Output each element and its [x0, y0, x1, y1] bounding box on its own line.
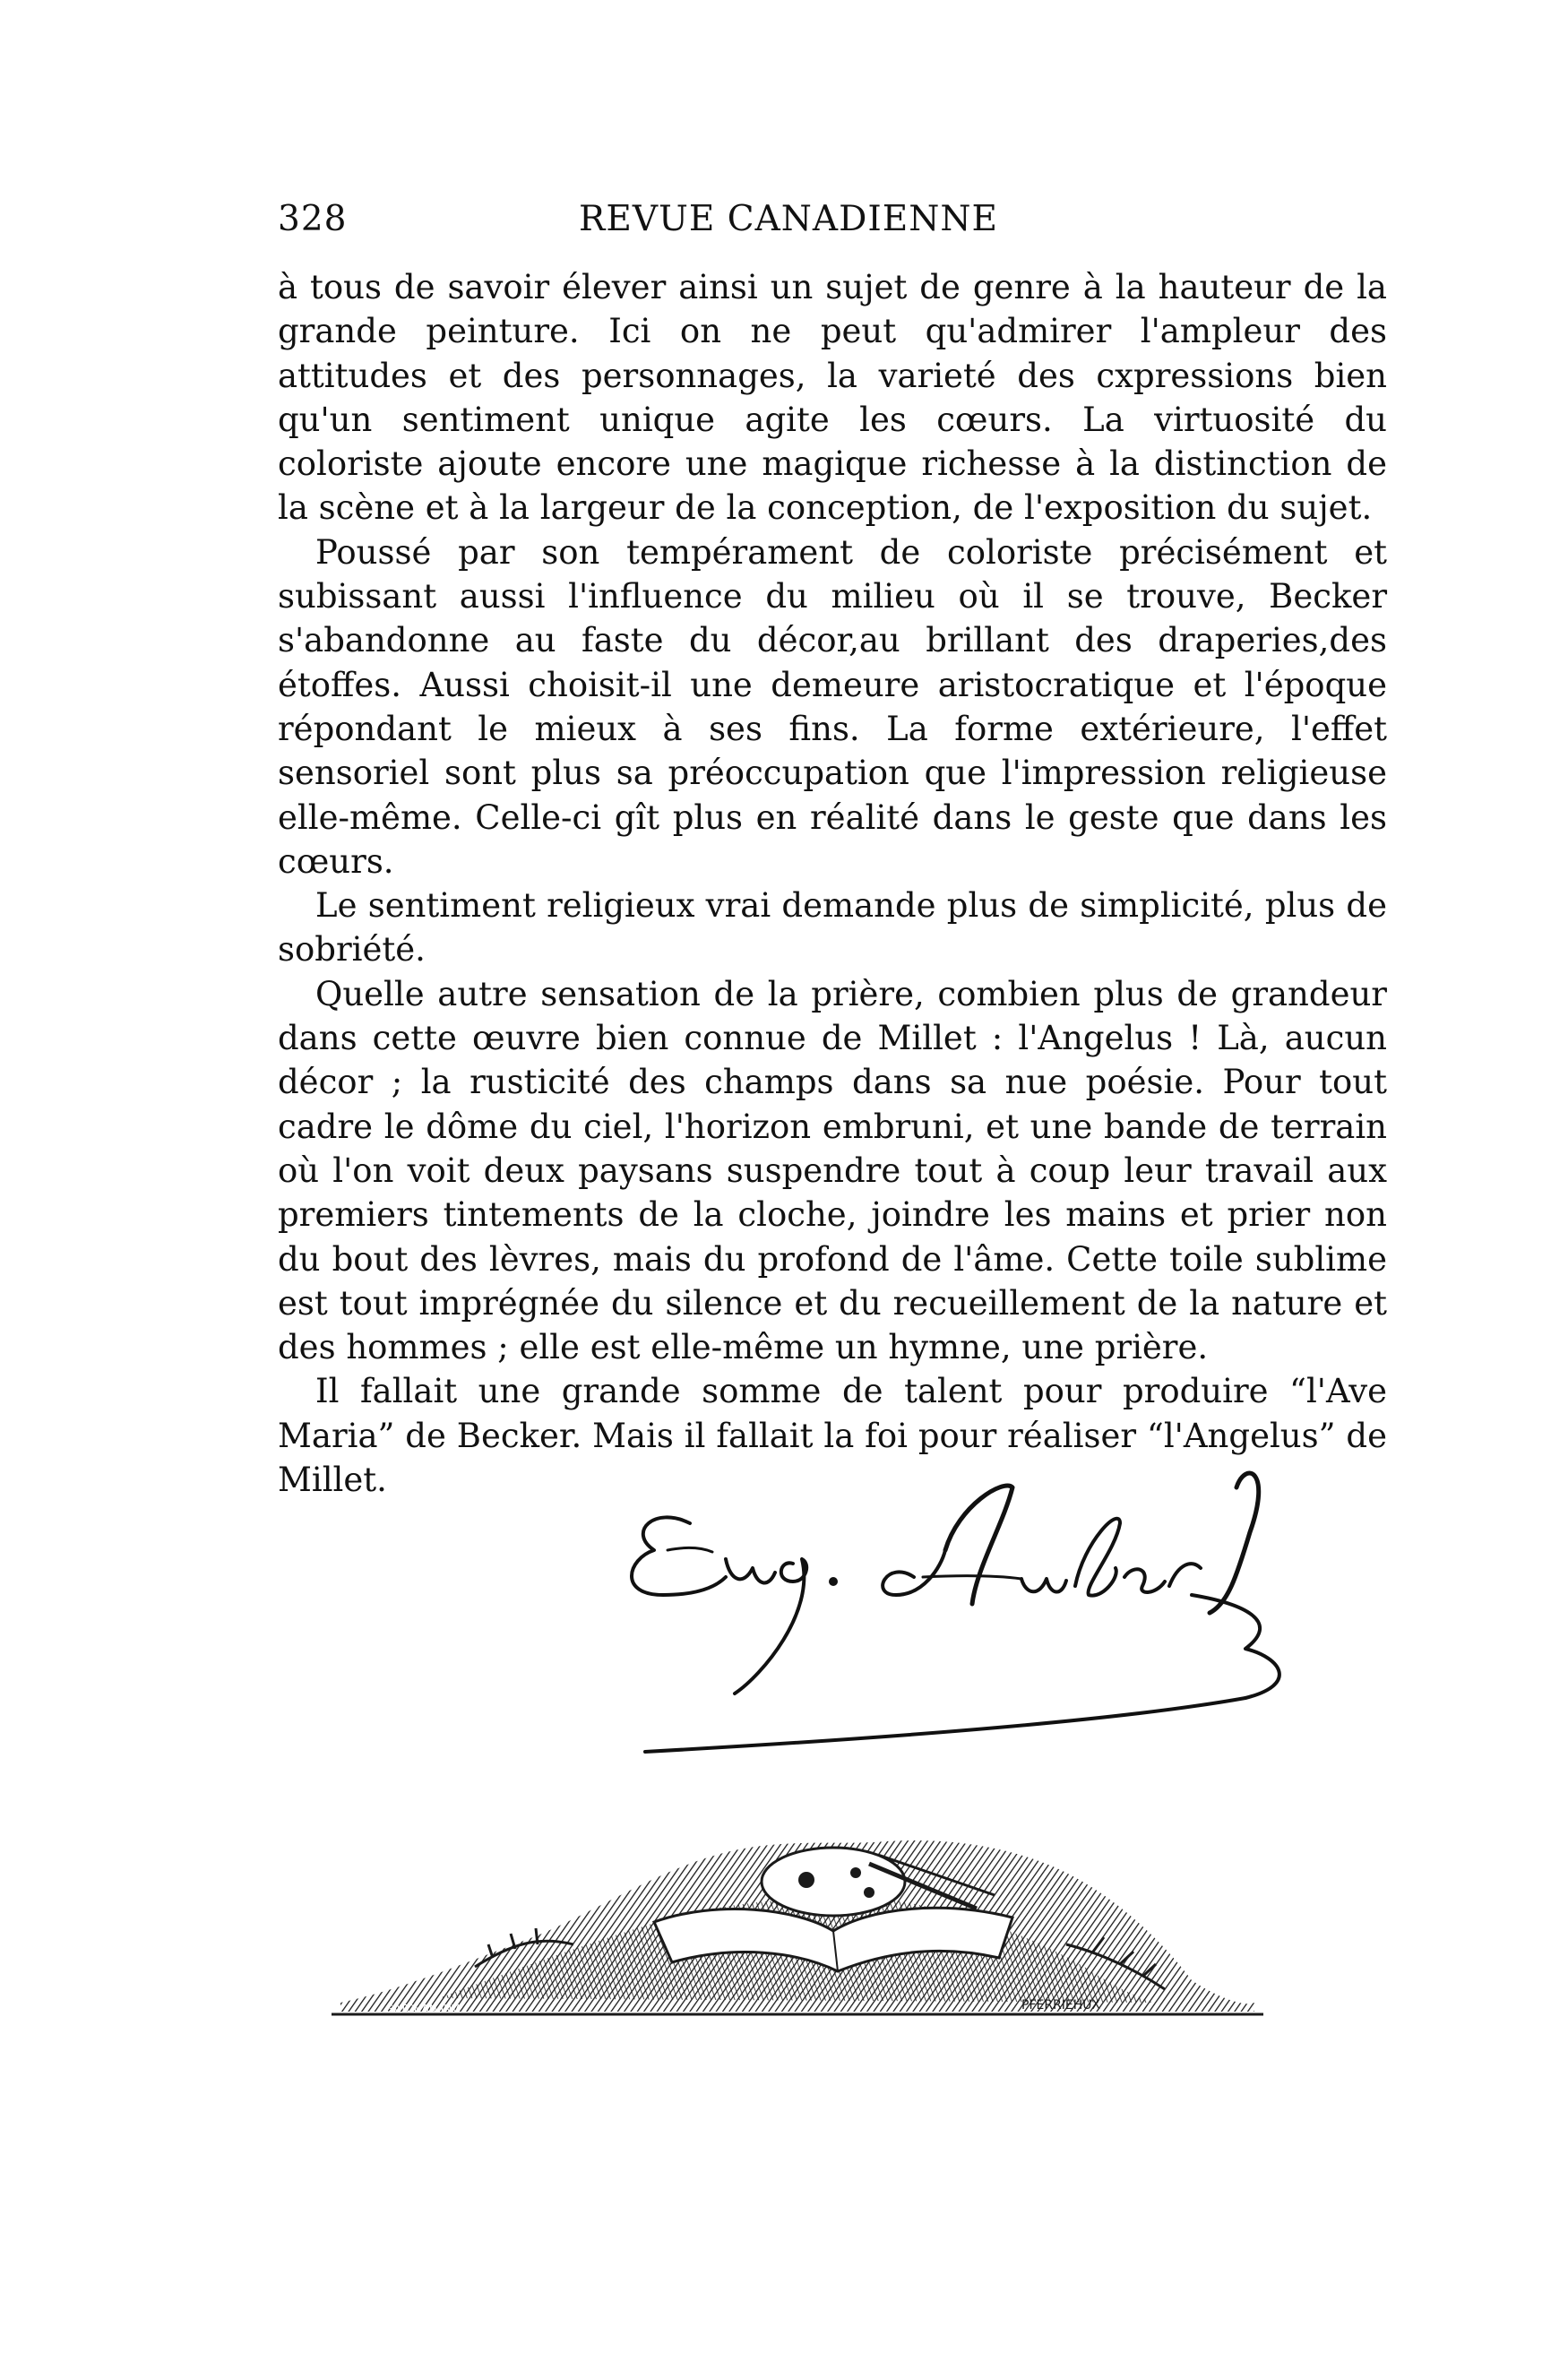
vignette-left-credit: GATCHAN INV [385, 2003, 460, 2015]
paragraph: Le sentiment religieux vrai demande plus de simplicité, plus de sobriété. [278, 886, 1387, 970]
paragraph: Il fallait une grande somme de talent pour produire “l'Ave Maria” de Becker. Mais il fallait la foi pour réaliser “l'Angelus” de Millet. [278, 1372, 1387, 1500]
running-title: REVUE CANADIENNE [579, 199, 998, 239]
vignette-right-credit: PFERRIEHUX [1021, 1998, 1101, 2013]
vignette-illustration [332, 1810, 1263, 2034]
paragraph: Quelle autre sensation de la prière, combien plus de grandeur dans cette œuvre bien connue de Millet : l'Angelus ! Là, aucun décor ; la rusticité des champs dans sa nue poésie. Pour tout cadre le dôme du ciel, l'horizon embruni, et une bande de terrain où l'on voit deux paysans suspendre tout à coup leur travail aux premiers tintements de la cloche, joindre les mains et prier non du bout des lèvres, mais du profond de l'âme. Cette toile sublime est tout imprégnée du silence et du recueillement de la nature et des hommes ; elle est elle-même un hymne, une prière. [278, 974, 1387, 1367]
page-header [278, 199, 1299, 244]
page-number: 328 [278, 199, 348, 239]
author-signature [618, 1470, 1398, 1792]
signature-drawing [618, 1470, 1398, 1792]
paragraph: Poussé par son tempérament de coloriste précisément et subissant aussi l'influence du milieu où il se trouve, Becker s'abandonne au faste du décor,au brillant des draperies,des étoffes. Aussi choisit-il une demeure aristocratique et l'époque répondant le mieux à ses fins. La forme extérieure, l'effet sensoriel sont plus sa préoccupation que l'impression religieuse elle-même. Celle-ci gît plus en réalité dans le geste que dans les cœurs. [278, 532, 1387, 881]
decorative-vignette [332, 1810, 1263, 2034]
paragraph: à tous de savoir élever ainsi un sujet de genre à la hauteur de la grande peinture. Ici on ne peut qu'admirer l'ampleur des attitudes et des personnages, la varieté des cxpressions bien qu'un sentiment unique agite les cœurs. La virtuosité du coloriste ajoute encore une magique richesse à la distinction de la scène et à la largeur de la conception, de l'exposition du sujet. [278, 268, 1387, 528]
article-body [278, 265, 1387, 1502]
